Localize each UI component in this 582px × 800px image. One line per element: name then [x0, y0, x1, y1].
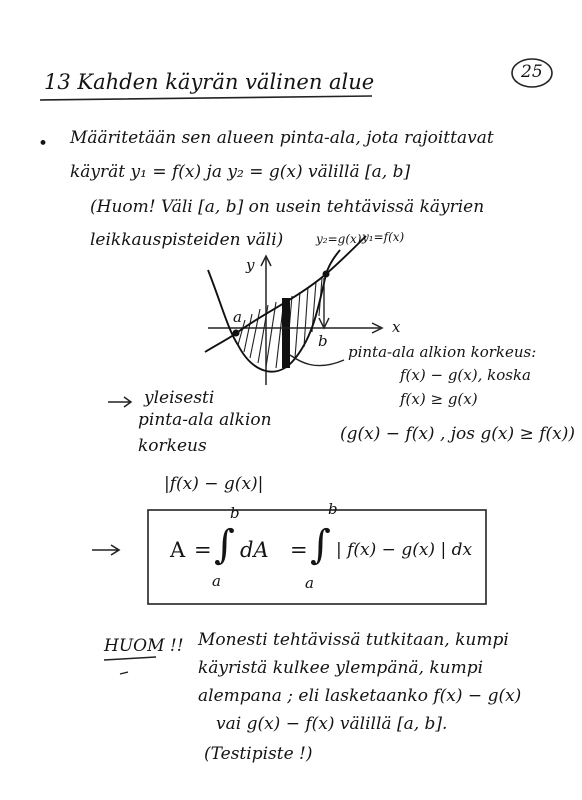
- content-line-3: (Huom! Väli [a, b] on usein tehtävissä käyrien: [90, 197, 485, 217]
- label-axis-x: x: [392, 318, 401, 336]
- note-line-3: alempana ; eli lasketaanko f(x) − g(x): [198, 686, 522, 706]
- note-line-1: Monesti tehtävissä tutkitaan, kumpi: [198, 630, 509, 650]
- formula-integrand: | f(x) − g(x) | dx: [336, 540, 473, 560]
- bullet-dot: •: [38, 134, 49, 154]
- label-y1: y₁=f(x): [362, 230, 405, 244]
- point-b-dot: [323, 271, 330, 278]
- formula-upper-1: b: [230, 504, 240, 522]
- formula-integral-2: ∫: [310, 522, 331, 568]
- content-line-4: leikkauspisteiden väli): [90, 230, 284, 250]
- element-height-formula: f(x) − g(x), koska: [400, 366, 531, 384]
- area-element-strip: [282, 298, 290, 368]
- label-axis-y: y: [246, 256, 255, 274]
- formula-eq1: =: [194, 538, 212, 562]
- element-height-condition: f(x) ≥ g(x): [400, 390, 478, 408]
- content-line-2: käyrät y₁ = f(x) ja y₂ = g(x) välillä [a, b]: [70, 162, 411, 182]
- annotation-leader: [290, 355, 344, 366]
- label-y2: y₂=g(x): [316, 232, 362, 246]
- label-point-b: b: [318, 332, 328, 350]
- general-line-1: yleisesti: [144, 388, 215, 408]
- general-alt: (g(x) − f(x) , jos g(x) ≥ f(x)): [340, 424, 575, 444]
- arrow-general: [108, 397, 131, 407]
- formula-A: A: [170, 538, 186, 562]
- formula-integral-1: ∫: [214, 522, 235, 568]
- note-line-2: käyristä kulkee ylempänä, kumpi: [198, 658, 484, 678]
- curve-g: [208, 250, 340, 372]
- note-label: HUOM !!: [104, 636, 184, 656]
- label-point-a: a: [233, 308, 242, 326]
- formula-eq2: =: [290, 538, 308, 562]
- content-line-1: Määritetään sen alueen pinta-ala, jota rajoittavat: [70, 128, 494, 148]
- formula-dA: dA: [240, 538, 269, 562]
- point-a-dot: [233, 330, 240, 337]
- figure-graph: [205, 236, 382, 385]
- formula-upper-2: b: [328, 500, 338, 518]
- general-abs: |f(x) − g(x)|: [164, 474, 264, 494]
- note-line-5: (Testipiste !): [204, 744, 313, 764]
- page-number: 25: [521, 62, 543, 82]
- arrow-formula: [92, 545, 119, 555]
- formula-lower-2: a: [305, 574, 314, 592]
- page-title: 13 Kahden käyrän välinen alue: [44, 70, 375, 94]
- note-underline: [104, 657, 156, 660]
- formula-lower-1: a: [212, 572, 221, 590]
- title-underline: [40, 96, 372, 100]
- note-line-4: vai g(x) − f(x) välillä [a, b].: [216, 714, 448, 734]
- element-height-heading: pinta-ala alkion korkeus:: [348, 343, 537, 361]
- general-line-3: korkeus: [138, 436, 207, 456]
- general-line-2: pinta-ala alkion: [138, 410, 272, 430]
